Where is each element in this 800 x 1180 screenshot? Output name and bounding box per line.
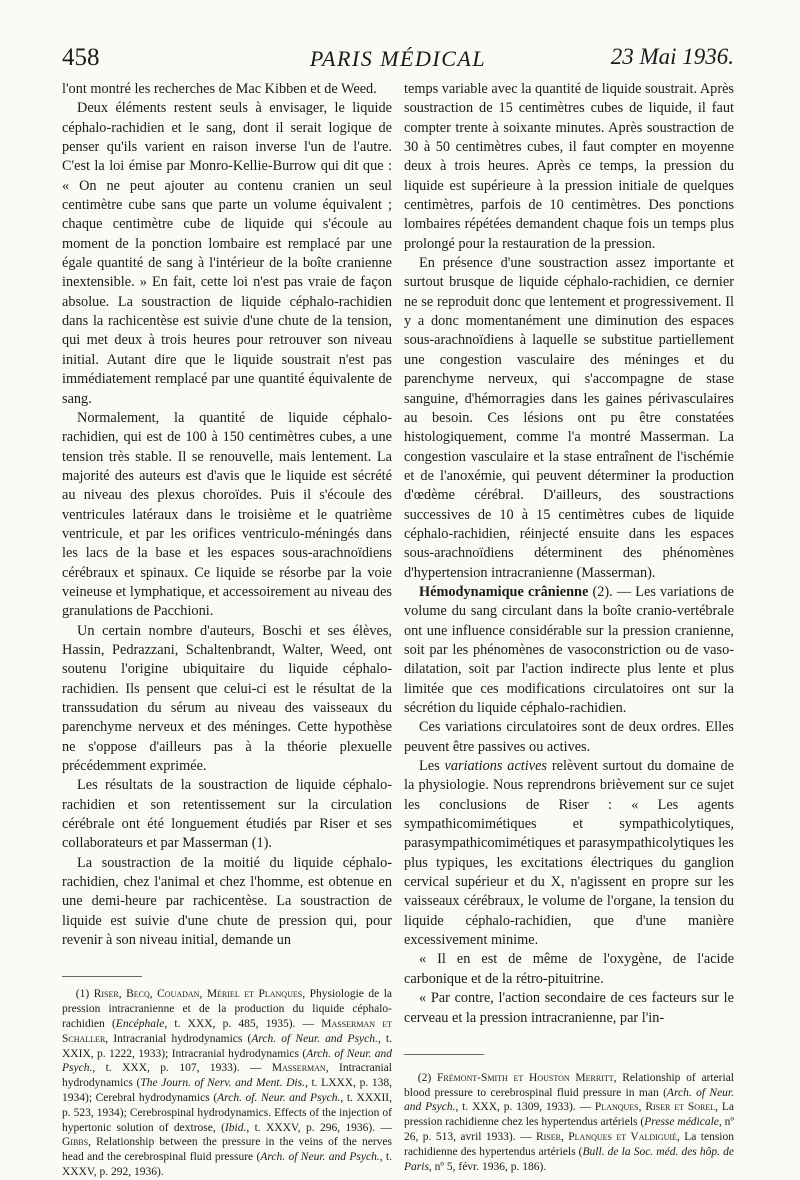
- footnote-journal: Arch. of Neur. and Psych.: [404, 1086, 734, 1114]
- footnote-journal: Encéphale: [115, 1018, 165, 1031]
- footnote-2: [404, 1071, 734, 1175]
- paragraph: [404, 757, 734, 950]
- footnote-journal: Arch. of. Neur. and Psych.: [217, 1092, 341, 1105]
- footnote-authors: Planques, Riser et Sorel: [594, 1101, 716, 1114]
- footnote-journal: Arch. of Neur. and Psych.: [251, 1032, 378, 1045]
- paragraph: Les résultats de la soustraction de liquide céphalo-rachidien et son retentissement sur la circulation cérébrale ont été longuement étudiés par Riser et ses collaborateurs et par Masserman (1).: [62, 777, 392, 852]
- section-paragraph: [404, 583, 734, 718]
- issue-date: 23 Mai 1936.: [610, 44, 734, 69]
- paragraph: l'ont montré les recherches de Mac Kibben et de Weed.: [62, 81, 377, 97]
- footnote-text: , t. LXXX, p. 138, 1934); Cerebral hydrodynamics (: [62, 1077, 392, 1105]
- footnote-text: , t. XXXV, p. 292, 1936).: [62, 1151, 393, 1179]
- footnote-1: [62, 987, 392, 1179]
- section-lead: — Les variations de volume du sang circulant dans la boîte cranio-vertébrale ont une influence considérable sur la pression cranienne, soit par les phénomènes de vasoconstriction ou de vaso-dilatation, soit par l'action indirecte plus lente et plus limitée que ces modifications circulatoires ont sur la sécrétion du liquide céphalo-rachidien.: [404, 583, 735, 716]
- paragraph: temps variable avec la quantité de liquide soustrait. Après soustraction de 15 centimètres cubes de liquide, il faut compter trente à soixante minutes. Après soustraction de 30 à 50 centimètres cubes, il faut compter en moyenne deux à trois heures. Après ce temps, la pression du liquide est supérieure à la pression initiale de quelques centimètres, parfois de 10 centimètres. Des ponctions lombaires répétées demandent chaque fois un temps plus prolongé pour la restauration de la pression.: [404, 81, 734, 252]
- emphasis: variations actives: [444, 758, 548, 775]
- footnote-authors: Riser, Becq, Couadan, Mériel et Planques,: [93, 988, 306, 1001]
- footnote-journal: Presse médicale: [644, 1116, 719, 1129]
- footnote-journal: Arch. of Neur. and Psych.: [260, 1151, 380, 1164]
- footnote-text: , Intracranial hydrodynamics (: [62, 1062, 392, 1090]
- footnote-text: , t. XXX, p. 107, 1933). —: [92, 1062, 272, 1075]
- footnote-authors: Masserman et Schaller: [62, 1018, 392, 1045]
- section-ref: (2).: [588, 583, 613, 600]
- paragraph: « Il en est de même de l'oxygène, de l'acide carbonique et de la rétro-pituitrine.: [404, 951, 734, 987]
- footnote-text: , La tension rachidienne des hypertendus artériels (: [404, 1131, 734, 1158]
- footnote-authors: Gibbs: [62, 1136, 89, 1149]
- footnote-journal: Ibid.: [224, 1121, 247, 1134]
- footnote-journal: The Journ. of Nerv. and Ment. Dis.: [140, 1077, 305, 1090]
- paragraph: Deux éléments restent seuls à envisager, le liquide céphalo-rachidien et le sang, dont il serait logique de penser qu'ils varient en raison inverse l'un de l'autre. C'est la loi émise par Monro-Kellie-Burrow qui dit que : « On ne peut ajouter au contenu cranien un seul centimètre cube sans que parte un volume équivalent ; chaque centimètre cube de liquide qui s'écoule au moment de la ponction lombaire est remplacé par une égale quantité de sang à l'intérieur de la boîte cranienne inextensible. » En fait, cette loi n'est pas vraie de façon absolue. La soustraction de liquide céphalo-rachidien dans la rachicentèse est suivie d'une chute de la tension, qui met deux à trois heures pour retrouver son niveau initial. Autant dire que le liquide soustrait n'est pas immédiatement remplacé par une quantité équivalente de sang.: [62, 100, 392, 407]
- paragraph: En présence d'une soustraction assez importante et surtout brusque de liquide céphalo-rachidien, ce dernier ne se reproduit donc que lentement et progressivement. Il y a donc momentanément une diminution des espaces sous-arachnoïdiens à laquelle se substitue partiellement une congestion vasculaire des méninges et du parenchyme nerveux, qui s'accompagne de stase sanguine, d'hémorragies dans les gaines périvasculaires au besoin. Ces lésions ont pu être constatées histologiquement, comme l'a montré Masserman. La congestion vasculaire et la stase entraînent de l'ischémie et de l'anoxémie, qui peuvent déterminer la production d'œdème cérébral. D'ailleurs, des soustractions successives de 10 à 15 centimètres cubes de liquide céphalo-rachidien, réinjecté ensuite dans les espaces sous-arachnoïdiens déterminent des phénomènes d'hypertension intracranienne (Masserman).: [404, 255, 734, 581]
- right-column: [404, 80, 734, 1174]
- left-column: [62, 80, 392, 1180]
- footnote-journal: Arch. of Neur. and Psych.: [62, 1047, 392, 1075]
- page-number: 458: [62, 44, 100, 71]
- footnote-text: , La pression rachidienne chez les hypertendus artériels (: [404, 1101, 734, 1129]
- paragraph: « Par contre, l'action secondaire de ces facteurs sur le cerveau et la pression intracranienne, par l'in-: [404, 990, 734, 1026]
- page-header: [62, 44, 734, 78]
- paragraph: Ces variations circulatoires sont de deux ordres. Elles peuvent être passives ou actives.: [404, 719, 734, 755]
- footnote-text: , t. XXXII, p. 523, 1934); Cerebrospinal hydrodynamics. Effects of the injection of hypertonic solution of dextrose, (: [62, 1092, 392, 1134]
- left-body-text: [62, 80, 392, 950]
- footnote-authors: Riser, Planques et Valdiguié: [535, 1131, 677, 1144]
- paragraph-text: relèvent surtout du domaine de la physiologie. Nous reprendrons brièvement sur ce sujet les conclusions de Riser : « Les agents sympathicomimétiques et sympathicolytiques, parasympathicomimétiques et parasympathicolytiques les plus typiques, les excitations électriques du ganglion cervical supérieur et du X, n'agissent en propre sur les vaisseaux cérébraux, le volume de l'organe, la tension du liquide céphalo-rachidien, que d'une manière excessivement minime.: [404, 758, 734, 949]
- footnote-text: , t. XXX, p. 1309, 1933). —: [455, 1101, 595, 1114]
- footnote-text: , nº 5, févr. 1936, p. 186).: [428, 1160, 547, 1173]
- journal-title: PARIS MÉDICAL: [309, 46, 487, 71]
- footnote-text: , nº 26, p. 513, avril 1933). —: [404, 1116, 734, 1144]
- footnote-authors: Frémont-Smith et Houston Merritt,: [436, 1071, 617, 1084]
- paragraph: La soustraction de la moitié du liquide céphalo-rachidien, chez l'animal et chez l'homme, est obtenue en une demi-heure par rachicentèse. La soustraction de liquide est suivie d'une chute de pression qui, pour revenir à son niveau initial, demande un: [62, 854, 392, 949]
- footnote-text: , t. XXX, p. 485, 1935). —: [164, 1018, 322, 1031]
- paragraph: Un certain nombre d'auteurs, Boschi et ses élèves, Hassin, Pedrazzani, Schaltenbrandt, Walter, Weed, ont soutenu l'origine ubiquitaire du liquide céphalo-rachidien. Ils pensent que celui-ci est le résultat de la transsudation du sérum au niveau des vaisseaux du parenchyme nerveux et des méninges. Cette hypothèse ne s'oppose d'ailleurs pas à la théorie plexuelle précédemment exprimée.: [62, 622, 392, 775]
- footnote-text: , t. XXXV, p. 296, 1936). —: [246, 1121, 392, 1134]
- footnote-text: , Relationship between the pressure in the veins of the nerves head and the cerebrospinal fluid pressure (: [62, 1136, 392, 1164]
- paragraph: Normalement, la quantité de liquide céphalo-rachidien, qui est de 100 à 150 centimètres cubes, a une tension très stable. Il se renouvelle, mais lentement. La majorité des auteurs est d'avis que le liquide est sécrété au niveau des plexus choroïdes. Puis il s'écoule des ventricules latéraux dans le troisième et le quatrième ventricule, et par les orifices ventriculo-méningés dans les lacs de la base et les espaces sous-arachnoïdiens cérébraux et spinaux. Ce liquide se résorbe par la voie veineuse et lymphatique, et accessoirement au niveau des granulations de Pacchioni.: [62, 409, 392, 620]
- footnote-text: Physiologie de la pression intracranienne et de la production du liquide céphalo-rachidien (: [62, 988, 393, 1031]
- footnote-rule: [404, 1054, 484, 1055]
- footnote-marker: (2): [417, 1071, 432, 1084]
- footnote-authors: Masserman: [271, 1062, 326, 1075]
- footnote-text: , t. XXIX, p. 1222, 1933); Intracranial hydrodynamics (: [62, 1032, 393, 1060]
- footnote-text: Relationship of arterial blood pressure to cerebrospinal fluid pressure in man (: [404, 1071, 735, 1099]
- section-heading: Hémodynamique crânienne: [419, 583, 589, 600]
- footnote-journal: Bull. de la Soc. méd. des hôp. de Paris: [404, 1145, 734, 1173]
- paragraph-text: Les: [419, 758, 445, 775]
- right-body-text: [404, 80, 734, 1028]
- footnote-rule: [62, 976, 142, 977]
- footnote-marker: (1): [75, 988, 90, 1001]
- footnote-text: , Intracranial hydrodynamics (: [105, 1032, 252, 1045]
